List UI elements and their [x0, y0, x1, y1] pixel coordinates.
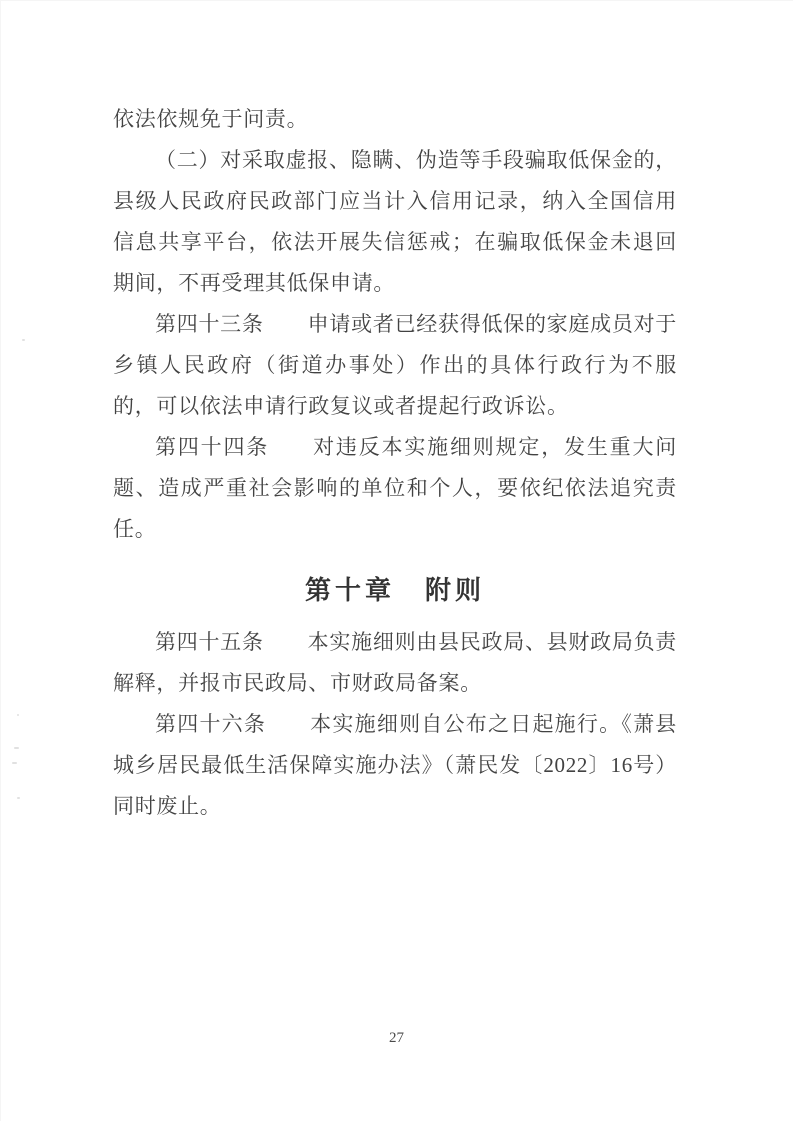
article-43-text: 申请或者已经获得低保的家庭成员对于乡镇人民政府（街道办事处）作出的具体行政行为不服的，可以依法申请行政复议或者提起行政诉讼。 [113, 312, 678, 418]
article-43-number: 第四十三条 [155, 312, 264, 336]
article-45-text: 本实施细则由县民政局、县财政局负责解释，并报市民政局、市财政局备案。 [113, 630, 678, 695]
scan-speck [22, 339, 25, 341]
chapter-heading: 第十章 附则 [304, 575, 485, 605]
article-46-number: 第四十六条 [155, 712, 267, 736]
scan-speck [12, 762, 17, 764]
scan-speck [17, 797, 20, 799]
article-44-text: 对违反本实施细则规定，发生重大问题、造成严重社会影响的单位和个人，要依纪依法追究责任。 [113, 435, 677, 541]
page-number: 27 [389, 1030, 404, 1046]
article-46-text: 本实施细则自公布之日起施行。《萧县城乡居民最低生活保障实施办法》（萧民发〔2022〕16号）同时废止。 [113, 712, 678, 818]
scan-speck [17, 714, 19, 716]
paragraph-article-45 [113, 622, 677, 704]
paragraph-article-44 [113, 427, 677, 550]
paragraph-article-46 [113, 704, 677, 827]
paragraph-numbered-item-2: （二）对采取虚报、隐瞒、伪造等手段骗取低保金的，县级人民政府民政部门应当计入信用记录，纳入全国信用信息共享平台，依法开展失信惩戒；在骗取低保金未退回期间，不再受理其低保申请。 [113, 148, 677, 295]
scan-speck [14, 747, 19, 749]
article-45-number: 第四十五条 [155, 630, 264, 654]
article-44-number: 第四十四条 [155, 435, 270, 459]
paragraph-continuation: 依法依规免于问责。 [113, 107, 309, 131]
document-content [113, 0, 677, 827]
paragraph-article-43 [113, 304, 677, 427]
